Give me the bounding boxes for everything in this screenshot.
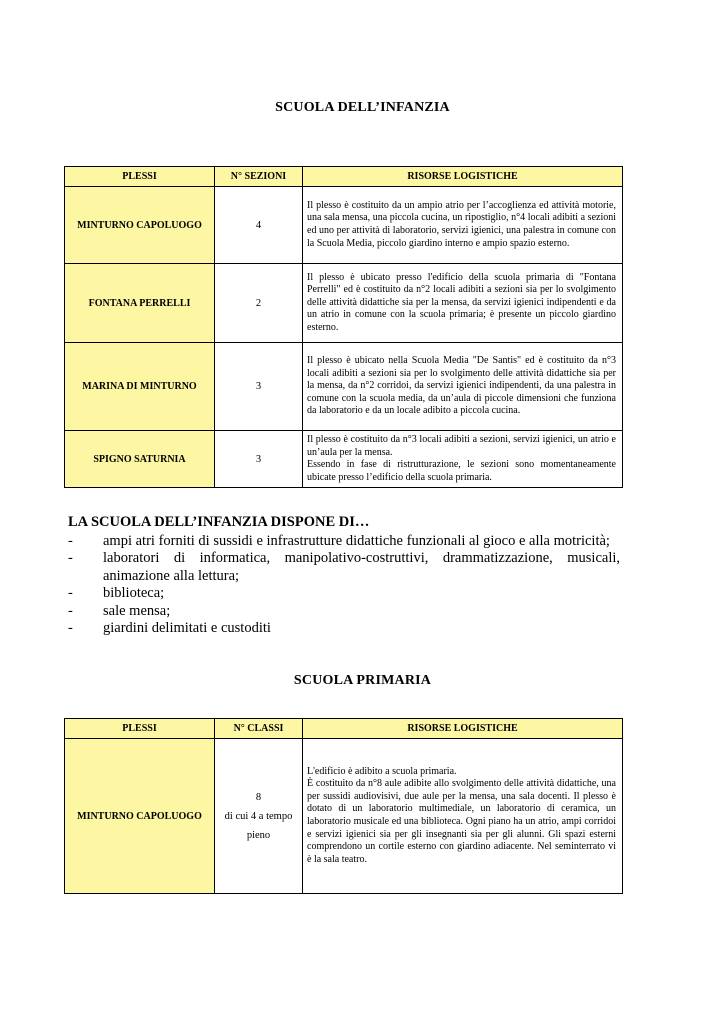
plesso-name: MARINA DI MINTURNO: [65, 343, 215, 431]
list-item-text: biblioteca;: [103, 585, 165, 601]
risorse-text: [303, 431, 623, 488]
header-risorse: RISORSE LOGISTICHE: [303, 719, 623, 739]
bullet-dash: -: [68, 550, 73, 566]
bullet-dash: -: [68, 602, 73, 619]
risorse-line: L'edificio è adibito a scuola primaria.: [307, 765, 457, 777]
table-row: [65, 431, 623, 488]
infanzia-title: SCUOLA DELL’INFANZIA: [275, 100, 450, 115]
sezioni-count: 3: [215, 343, 303, 431]
header-sezioni: N° SEZIONI: [215, 167, 303, 187]
classi-cell: [215, 739, 303, 894]
header-risorse: RISORSE LOGISTICHE: [303, 167, 623, 187]
primaria-table: [64, 718, 623, 894]
sezioni-count: 3: [215, 431, 303, 488]
risorse-text: Il plesso è ubicato nella Scuola Media "De Santis" ed è costituito da n°3 locali adibiti a sezioni sia per lo svolgimento delle attività didattiche sia per la mensa, da n°2 corridoi, da servizi igienici indipendenti, da una palestra in comune con la scuola media, da un’aula di piccole dimensioni che funziona da laboratorio e da un locale adibito a piccola cucina.: [303, 343, 623, 431]
table-row: [65, 264, 623, 343]
sezioni-count: 4: [215, 187, 303, 264]
infanzia-table: [64, 166, 623, 488]
table-row: [65, 187, 623, 264]
list-item-text: ampi atri forniti di sussidi e infrastrutture didattiche funzionali al gioco e alla motricità;: [103, 532, 610, 549]
plesso-name: SPIGNO SATURNIA: [65, 431, 215, 488]
classi-note: pieno: [246, 829, 271, 841]
plesso-name: MINTURNO CAPOLUOGO: [65, 739, 215, 894]
header-plessi: PLESSI: [65, 167, 215, 187]
risorse-line: È costituito da n°8 aule adibite allo svolgimento delle attività didattiche, una per sussidi audiovisivi, due aule per la mensa, una sala docenti. Il plesso è dotato di un laboratorio multimediale, un laboratorio di ceramica, un laboratorio musicale ed una biblioteca. Ogni piano ha un atrio, ampi corridoi e servizi igienici sia per gli insegnanti sia per gli alunni. Gli spazi esterni comprendono un cortile esterno con giardino adiacente. Nel seminterrato vi è la sala teatro.: [307, 778, 616, 865]
header-plessi: PLESSI: [65, 719, 215, 739]
risorse-line: Il plesso è costituito da n°3 locali adibiti a sezioni, servizi igienici, un atrio e un’aula per la mensa.: [307, 434, 616, 458]
dispone-list: [68, 533, 620, 638]
list-item: [68, 533, 620, 551]
list-item-text: giardini delimitati e custoditi: [103, 620, 271, 636]
list-item: [68, 550, 620, 585]
dispone-section: [68, 514, 620, 638]
list-item-text: sale mensa;: [103, 602, 171, 619]
header-classi: N° CLASSI: [215, 719, 303, 739]
table-row: [65, 343, 623, 431]
list-item: [68, 603, 620, 621]
list-item: [68, 620, 620, 638]
dispone-title: LA SCUOLA DELL’INFANZIA DISPONE DI…: [68, 514, 370, 530]
classi-count: 8: [255, 791, 262, 803]
sezioni-count: 2: [215, 264, 303, 343]
list-item: [68, 585, 620, 603]
risorse-text: Il plesso è costituito da un ampio atrio per l’accoglienza ed attività motorie, una sala mensa, una piccola cucina, un ripostiglio, n°4 locali adibiti a sezioni ed uno per attività di laboratorio, servizi igienici, una palestra in comune con la Scuola Media, piccolo giardino interno e ampio spazio esterno.: [303, 187, 623, 264]
risorse-line: Essendo in fase di ristrutturazione, le sezioni sono momentaneamente ubicate presso l’edificio della scuola primaria.: [307, 459, 616, 483]
table-header-row: [65, 719, 623, 739]
classi-note: di cui 4 a tempo: [224, 810, 293, 822]
plesso-name: MINTURNO CAPOLUOGO: [65, 187, 215, 264]
list-item-text: laboratori di informatica, manipolativo-costruttivi, drammatizzazione, musicali, animazione alla lettura;: [103, 550, 620, 584]
table-row: [65, 739, 623, 894]
bullet-dash: -: [68, 585, 73, 601]
bullet-dash: -: [68, 532, 73, 549]
risorse-text: [303, 739, 623, 894]
primaria-title: SCUOLA PRIMARIA: [293, 673, 432, 688]
risorse-text: Il plesso è ubicato presso l'edificio della scuola primaria di "Fontana Perrelli" ed è costituito da n°2 locali adibiti a sezioni sia per lo svolgimento delle attività didattiche sia per la mensa, da servizi igienici indipendenti e da un atrio in comune con la scuola primaria; è presente un piccolo giardino esterno.: [303, 264, 623, 343]
table-header-row: [65, 167, 623, 187]
plesso-name: FONTANA PERRELLI: [65, 264, 215, 343]
bullet-dash: -: [68, 620, 73, 636]
